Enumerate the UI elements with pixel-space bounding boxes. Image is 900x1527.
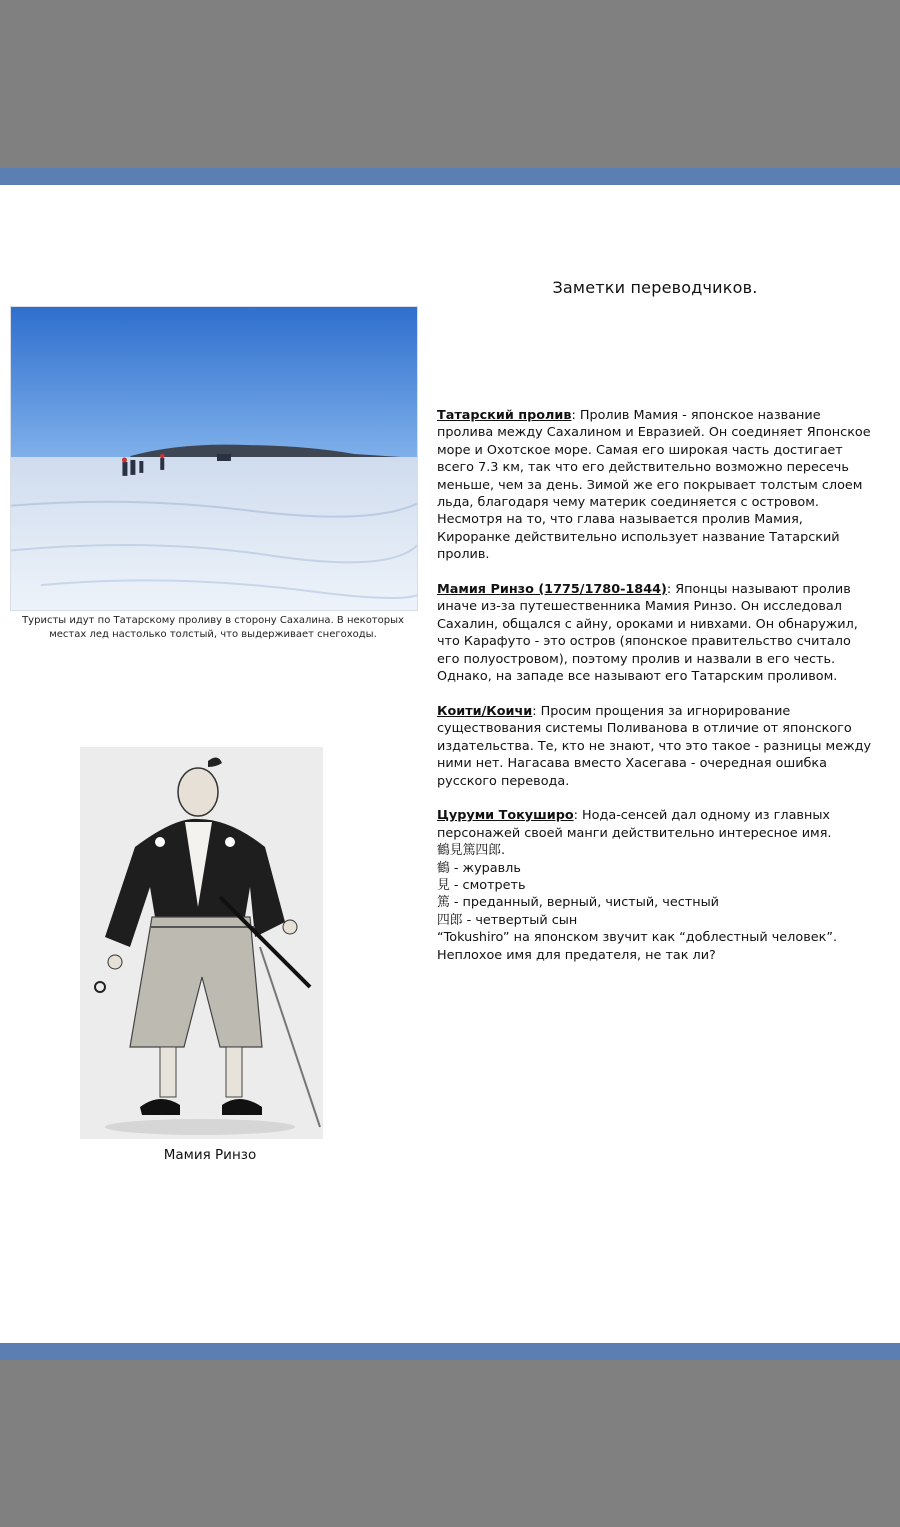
note-koiti-koichi [437,703,877,790]
note-text: Просим прощения за игнорирование существования системы Поливанова в отличие от японского издательства. Те, кто не знают, что это такое - разницы между ними нет. Нагасава вместо Хасегава - очередная ошибка русского перевода. [437,703,872,789]
translator-notes-page [0,185,900,1343]
note-term: Цуруми Токуширо [437,808,574,824]
portrait-caption: Мамия Ринзо [163,1147,257,1163]
note-line: “Tokushiro” на японском звучит как “доблестный человек”. [437,930,838,946]
note-text: Японцы называют пролив иначе из-за путешественника Мамия Ринзо. Он исследовал Сахалин, общался с айну, ороками и нивхами. Он обнаружил, что Карафуто - это остров (японское правительство считало его полуостровом), поэтому пролив и назвали в его честь. Однако, на западе все называют его Татарским проливом. [437,582,858,685]
note-line: Неплохое имя для предателя, не так ли? [437,947,716,963]
top-gray-band [0,0,900,168]
note-term: Коити/Коичи [437,703,533,719]
strait-photo [10,306,418,611]
kanji-line: 鶴 - журавль [437,860,521,876]
kanji-line: 四郎 - четвертый сын [437,912,578,928]
note-mamiya-rinzo [437,581,877,685]
bottom-blue-stripe [0,1343,900,1360]
note-separator: : [666,582,676,598]
notes-column [437,407,877,981]
note-term: Мамия Ринзо (1775/1780-1844) [437,582,667,598]
note-separator: : [532,703,541,719]
photo-caption: Туристы идут по Татарскому проливу в сторону Сахалина. В некоторых местах лед настолько толстый, что выдерживает снегоходы. [22,615,404,640]
note-term: Татарский пролив [437,408,572,423]
note-text: Пролив Мамия - японское название пролива между Сахалином и Евразией. Он соединяет Японское море и Охотское море. Самая его широкая часть достигает всего 7.3 км, так что его действительно возможно пересечь меньше, чем за день. Зимой же его покрывает толстым слоем льда, благодаря чему материк соединяется с островом. Несмотря на то, что глава называется пролив Мамия, Кироранке действительно использует название Татарский пролив. [437,408,871,563]
kanji-line: 見 - смотреть [437,877,526,893]
kanji-line: 鶴見篤四郎. [437,843,506,859]
top-blue-stripe [0,168,900,185]
portrait-illustration [80,747,323,1139]
bottom-gray-band [0,1360,900,1527]
note-text: Нода-сенсей дал одному из главных персонажей своей манги действительно интересное имя. [437,808,832,841]
kanji-line: 篤 - преданный, верный, чистый, честный [437,895,719,911]
page-title: Заметки переводчиков. [552,278,758,297]
note-separator: : [571,408,580,423]
note-tsurumi-tokushiro [437,807,877,964]
note-tatar-strait [437,407,877,564]
note-separator: : [573,808,583,824]
